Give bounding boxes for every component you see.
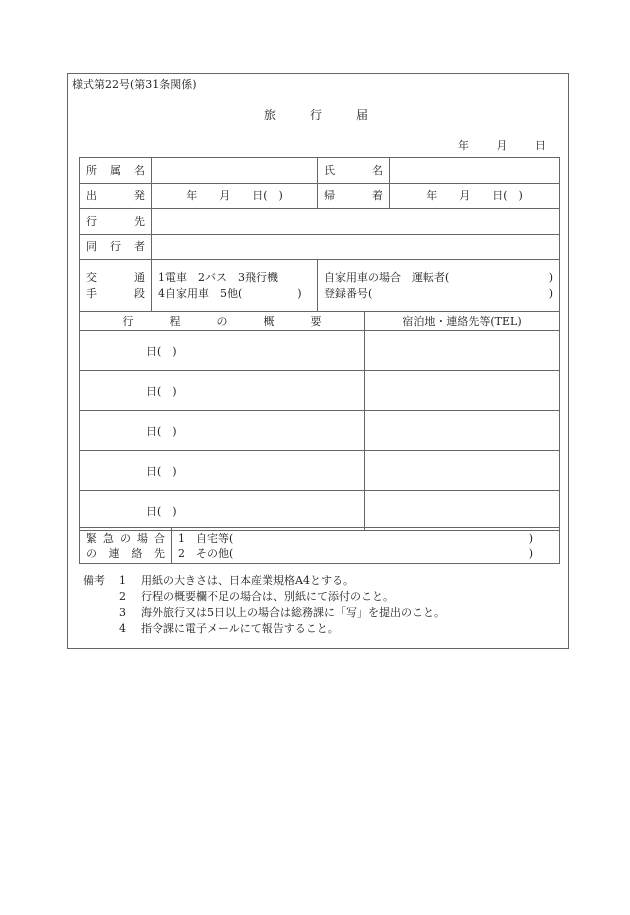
destination-label: 行先	[80, 209, 152, 235]
note-text: 用紙の大きさは、日本産業規格A4とする。	[141, 574, 354, 587]
private-car-info[interactable]	[318, 260, 560, 312]
note-text: 指令課に電子メールにて報告すること。	[141, 622, 339, 635]
emergency-other-label: 2 その他(	[178, 546, 234, 560]
emergency-label-line2: の連絡先	[86, 546, 165, 560]
companion-label: 同行者	[80, 235, 152, 260]
schedule-lodging-cell[interactable]	[365, 411, 560, 451]
depart-label: 出発	[80, 184, 152, 209]
info-table	[79, 157, 560, 312]
transport-label-line2: 手段	[86, 286, 145, 300]
schedule-lodging-cell[interactable]	[365, 451, 560, 491]
emergency-home-label: 1 自宅等(	[178, 531, 234, 545]
form-title: 旅行届	[264, 108, 403, 122]
return-field[interactable]: 年 月 日( )	[390, 184, 560, 209]
emergency-home-close: )	[528, 531, 533, 545]
companion-field[interactable]	[152, 235, 560, 260]
schedule-lodging-header: 宿泊地・連絡先等(TEL)	[365, 312, 560, 331]
schedule-table	[79, 311, 560, 531]
emergency-table	[79, 527, 560, 564]
transport-options-line2: 4自家用車 5他( )	[158, 286, 302, 300]
schedule-summary-header: 行程の概要	[80, 312, 365, 331]
schedule-day-cell[interactable]: 日( )	[80, 491, 365, 531]
note-number: 3	[119, 606, 126, 619]
destination-field[interactable]	[152, 209, 560, 235]
registration-close: )	[548, 286, 553, 300]
emergency-other-close: )	[528, 546, 533, 560]
transport-label-line1: 交通	[86, 270, 145, 284]
transport-label	[80, 260, 152, 312]
schedule-lodging-cell[interactable]	[365, 491, 560, 531]
name-field[interactable]	[390, 158, 560, 184]
driver-label: 自家用車の場合 運転者(	[324, 270, 450, 284]
note-text: 海外旅行又は5日以上の場合は総務課に「写」を提出のこと。	[141, 606, 445, 619]
schedule-day-cell[interactable]: 日( )	[80, 451, 365, 491]
schedule-day-cell[interactable]: 日( )	[80, 371, 365, 411]
affiliation-label: 所属名	[80, 158, 152, 184]
date-month-label: 月	[496, 139, 508, 152]
notes-section	[83, 573, 445, 637]
driver-close: )	[548, 270, 553, 284]
return-label: 帰着	[318, 184, 390, 209]
note-number: 2	[119, 590, 126, 603]
emergency-label-line1: 緊急の場合	[86, 531, 165, 545]
name-label: 氏名	[318, 158, 390, 184]
notes-heading: 備考	[83, 574, 105, 587]
note-number: 4	[119, 622, 126, 635]
emergency-contacts[interactable]	[172, 528, 560, 564]
transport-options[interactable]	[152, 260, 318, 312]
form-number: 様式第22号(第31条関係)	[72, 78, 197, 91]
schedule-lodging-cell[interactable]	[365, 331, 560, 371]
note-number: 1	[119, 574, 126, 587]
date-year-label: 年	[458, 139, 469, 152]
note-text: 行程の概要欄不足の場合は、別紙にて添付のこと。	[141, 590, 394, 603]
schedule-day-cell[interactable]: 日( )	[80, 411, 365, 451]
emergency-label	[80, 528, 172, 564]
depart-field[interactable]: 年 月 日( )	[152, 184, 318, 209]
schedule-day-cell[interactable]: 日( )	[80, 331, 365, 371]
schedule-lodging-cell[interactable]	[365, 371, 560, 411]
transport-options-line1: 1電車 2バス 3飛行機	[158, 270, 278, 284]
registration-label: 登録番号(	[324, 286, 373, 300]
affiliation-field[interactable]	[152, 158, 318, 184]
date-day-label: 日	[535, 139, 546, 152]
submission-date	[458, 137, 546, 153]
